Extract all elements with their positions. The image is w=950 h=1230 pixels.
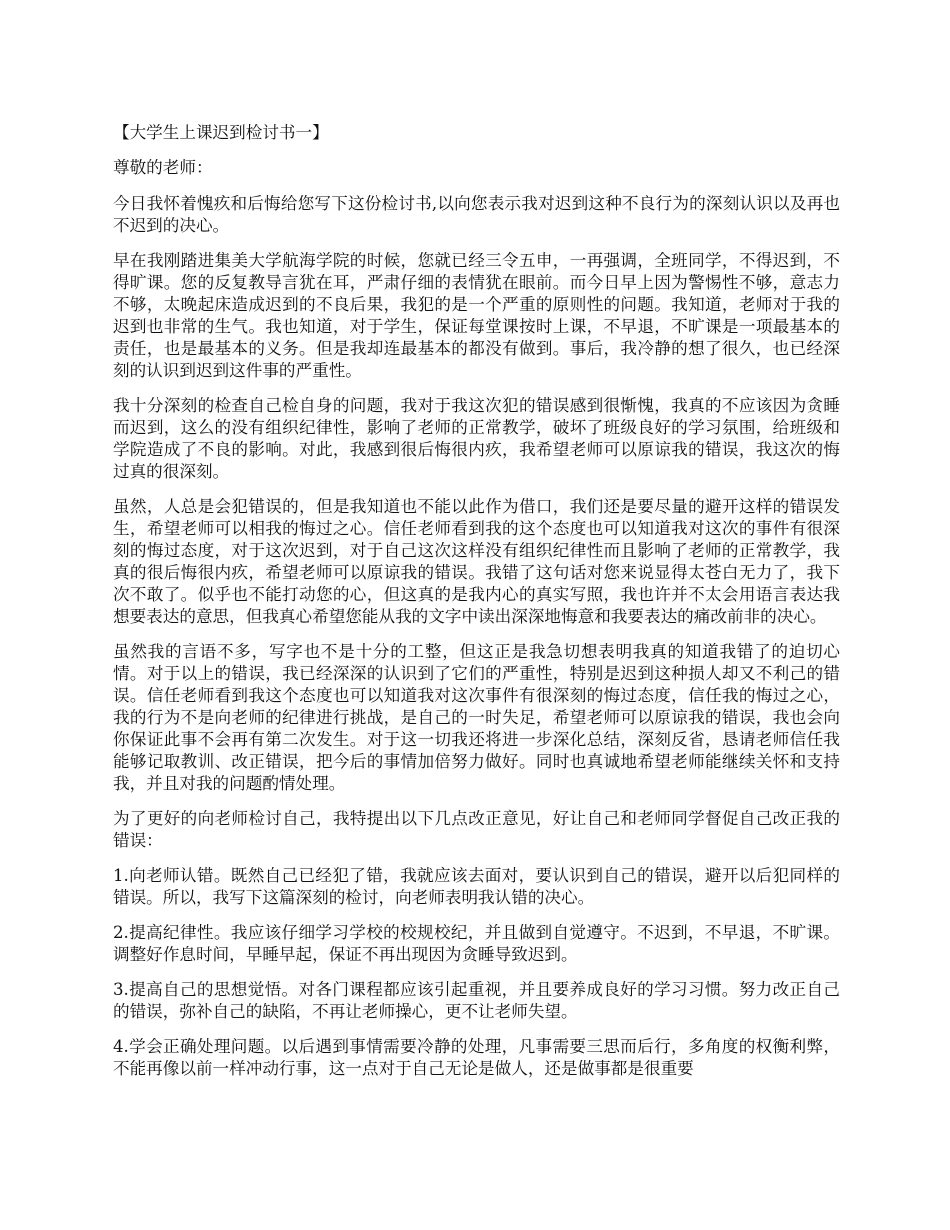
document-body [113, 122, 840, 1093]
paragraph-improvement-intro: 为了更好的向老师检讨自己，我特提出以下几点改正意见，好让自己和老师同学督促自己改正我的错误： [113, 809, 840, 850]
list-item-2: 2.提高纪律性。我应该仔细学习学校的校规校纪，并且做到自觉遵守。不迟到，不早退，不旷课。调整好作息时间，早睡早起，保证不再出现因为贪睡导致迟到。 [113, 923, 840, 964]
paragraph-apology: 虽然，人总是会犯错误的，但是我知道也不能以此作为借口，我们还是要尽量的避开这样的错误发生，希望老师可以相我的悔过之心。信任老师看到我的这个态度也可以知道我对这次的事件有很深刻的悔过态度，对于这次迟到，对于自己这次这样没有组织纪律性而且影响了老师的正常教学，我真的很后悔很内疚，希望老师可以原谅我的错误。我错了这句话对您来说显得太苍白无力了，我下次不敢了。似乎也不能打动您的心，但这真的是我内心的真实写照，我也许并不太会用语言表达我想要表达的意思，但我真心希望您能从我的文字中读出深深地悔意和我要表达的痛改前非的决心。 [113, 497, 840, 626]
salutation: 尊敬的老师： [113, 158, 213, 177]
list-item-1: 1.向老师认错。既然自己已经犯了错，我就应该去面对，要认识到自己的错误，避开以后犯同样的错误。所以，我写下这篇深刻的检讨，向老师表明我认错的决心。 [113, 866, 840, 907]
paragraph-commitment: 虽然我的言语不多，写字也不是十分的工整，但这正是我急切想表明我真的知道我错了的迫切心情。对于以上的错误，我已经深深的认识到了它们的严重性，特别是迟到这种损人却又不利己的错误。信任老师看到我这个态度也可以知道我对这次事件有很深刻的悔过态度，信任我的悔过之心，我的行为不是向老师的纪律进行挑战，是自己的一时失足，希望老师可以原谅我的错误，我也会向你保证此事不会再有第二次发生。对于这一切我还将进一步深化总结，深刻反省，恳请老师信任我能够记取教训、改正错误，把今后的事情加倍努力做好。同时也真诚地希望老师能继续关怀和支持我，并且对我的问题酌情处理。 [113, 642, 840, 793]
document-title: 【大学生上课迟到检讨书一】 [113, 123, 329, 142]
paragraph-self-reflection: 我十分深刻的检查自己检自身的问题，我对于我这次犯的错误感到很惭愧，我真的不应该因为贪睡而迟到，这么的没有组织纪律性，影响了老师的正常教学，破坏了班级良好的学习氛围，给班级和学院造成了不良的影响。对此，我感到很后悔很内疚，我希望老师可以原谅我的错误，我这次的悔过真的很深刻。 [113, 396, 840, 481]
list-item-3: 3.提高自己的思想觉悟。对各门课程都应该引起重视，并且要养成良好的学习习惯。努力改正自己的错误，弥补自己的缺陷，不再让老师操心，更不让老师失望。 [113, 980, 840, 1021]
paragraph-background: 早在我刚踏进集美大学航海学院的时候，您就已经三令五申，一再强调，全班同学，不得迟到，不得旷课。您的反复教导言犹在耳，严肃仔细的表情犹在眼前。而今日早上因为警惕性不够，意志力不够，太晚起床造成迟到的不良后果，我犯的是一个严重的原则性的问题。我知道，老师对于我的迟到也非常的生气。我也知道，对于学生，保证每堂课按时上课，不早退，不旷课是一项最基本的责任，也是最基本的义务。但是我却连最基本的都没有做到。事后，我冷静的想了很久，也已经深刻的认识到迟到这件事的严重性。 [113, 251, 840, 380]
paragraph-intro: 今日我怀着愧疚和后悔给您写下这份检讨书,以向您表示我对迟到这种不良行为的深刻认识以及再也不迟到的决心。 [113, 194, 840, 235]
list-item-4: 4.学会正确处理问题。以后遇到事情需要冷静的处理，凡事需要三思而后行，多角度的权衡利弊，不能再像以前一样冲动行事，这一点对于自己无论是做人，还是做事都是很重要 [113, 1037, 840, 1078]
